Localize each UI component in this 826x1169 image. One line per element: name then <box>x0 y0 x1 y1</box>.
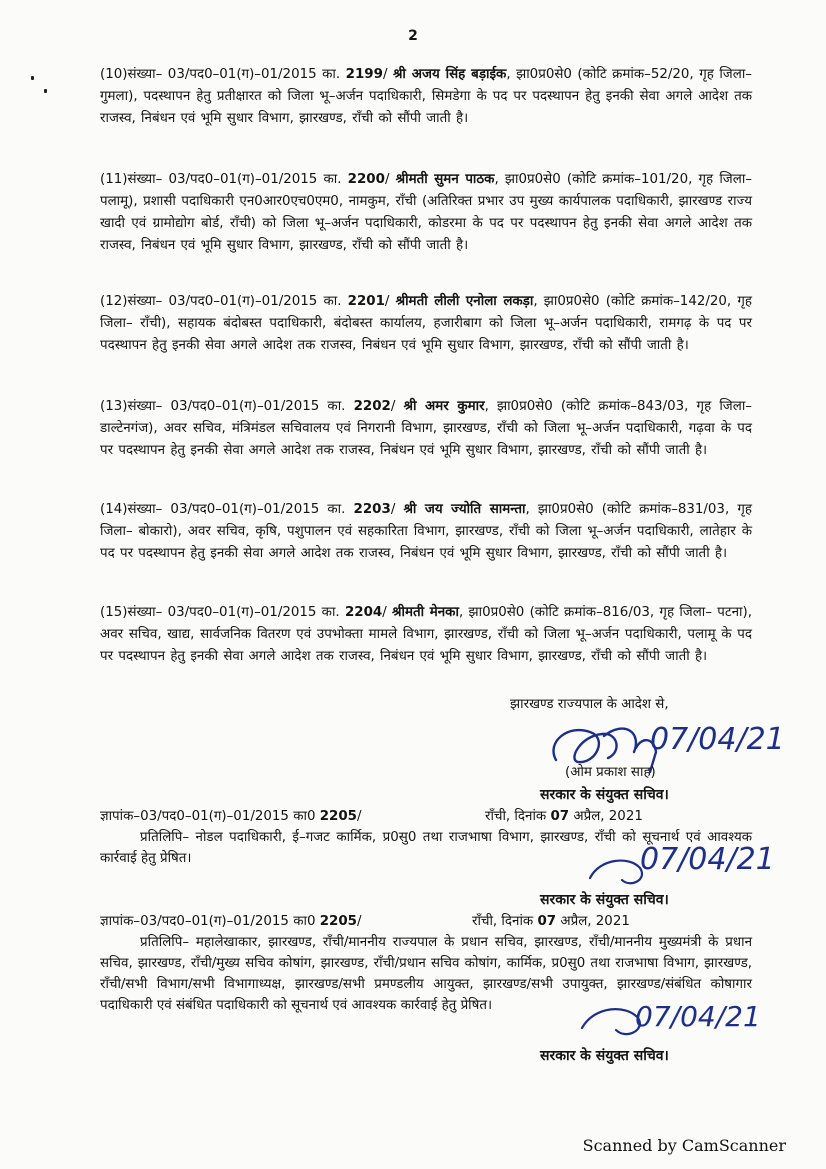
signatory-designation: सरकार के संयुक्त सचिव। <box>540 1048 669 1064</box>
order-paragraph-13 <box>100 396 752 462</box>
signature-date: 07/04/21 <box>635 1000 761 1033</box>
order-number: 2201 <box>347 294 385 309</box>
separator: / <box>390 502 404 517</box>
signature-date: 07/04/21 <box>650 722 785 757</box>
separator: / <box>390 399 404 414</box>
officer-name: श्रीमती मेनका <box>392 605 459 620</box>
order-paragraph-12 <box>100 291 752 357</box>
separator: / <box>382 605 393 620</box>
separator: / <box>384 172 396 187</box>
page-number: 2 <box>408 28 418 44</box>
order-text: , झा0प्र0से0 (कोटि क्रमांक–52/20, गृह जिला– गुमला), पदस्थापन हेतु प्रतीक्षारत को जिला भू–अर्जन पदाधिकारी, सिमडेगा के पद पर पदस्थापन हेतु इनकी सेवा अगले आदेश तक राजस्व, निबंधन एवं भूमि सुधार विभाग, झारखण्ड, राँची को सौंपी जाती है। <box>100 67 752 126</box>
officer-name: श्री अमर कुमार <box>403 399 485 414</box>
memo-body: प्रतिलिपि– महालेखाकार, झारखण्ड, राँची/माननीय राज्यपाल के प्रधान सचिव, झारखण्ड, राँची/माननीय मुख्यमंत्री के प्रधान सचिव, झारखण्ड, राँची/मुख्य सचिव कोषांग, झारखण्ड, राँची/प्रधान सचिव कोषांग, कार्मिक, प्र0सु0 तथा राजभाषा विभाग, झारखण्ड, राँची/सभी विभाग/सभी विभागाध्यक्ष, झारखण्ड/सभी प्रमण्डलीय आयुक्त, झारखण्ड/सभी उपायुक्त, झारखण्ड/संबंधित कोषागार पदाधिकारी एवं संबंधित पदाधिकारी को सूचनार्थ एवं आवश्यक कार्रवाई हेतु प्रेषित। <box>100 935 752 1013</box>
signatory-designation: सरकार के संयुक्त सचिव। <box>540 787 669 803</box>
order-paragraph-14 <box>100 499 752 565</box>
order-reference: (15)संख्या– 03/पद0–01(ग)–01/2015 का. <box>100 605 345 620</box>
scanner-watermark: Scanned by CamScanner <box>582 1136 786 1155</box>
memo-header <box>100 806 752 827</box>
order-text: , झा0प्र0से0 (कोटि क्रमांक–843/03, गृह जिला– डाल्टेनगंज), अवर सचिव, मंत्रिमंडल सचिवालय एवं निगरानी विभाग, झारखण्ड, राँची को जिला भू–अर्जन पदाधिकारी, गढ़वा के पद पर पदस्थापन हेतु इनकी सेवा अगले आदेश तक राजस्व, निबंधन एवं भूमि सुधार विभाग, झारखण्ड, राँची को सौंपी जाती है। <box>100 399 752 458</box>
officer-name: श्रीमती सुमन पाठक <box>395 172 495 187</box>
order-text: , झा0प्र0से0 (कोटि क्रमांक–101/20, गृह जिला– पलामू), प्रशासी पदाधिकारी एन0आर0एच0एम0, नामकुम, राँची (अतिरिक्त प्रभार उप मुख्य कार्यपालक पदाधिकारी, झारखण्ड राज्य खादी एवं ग्रामोद्योग बोर्ड, राँची) को जिला भू–अर्जन पदाधिकारी, कोडरमा के पद पर पदस्थापन हेतु इनकी सेवा अगले आदेश तक राजस्व, निबंधन एवं भूमि सुधार विभाग, झारखण्ड, राँची को सौंपी जाती है। <box>100 172 752 253</box>
order-reference: (12)संख्या– 03/पद0–01(ग)–01/2015 का. <box>100 294 348 309</box>
order-authority: झारखण्ड राज्यपाल के आदेश से, <box>510 697 669 712</box>
order-number: 2204 <box>344 605 383 620</box>
order-reference: (13)संख्या– 03/पद0–01(ग)–01/2015 का. <box>100 399 354 414</box>
order-number: 2203 <box>353 502 391 517</box>
memo-reference: ज्ञापांक–03/पद0–01(ग)–01/2015 का0 2205/ <box>100 914 362 929</box>
signature-date: 07/04/21 <box>640 842 775 877</box>
order-reference: (11)संख्या– 03/पद0–01(ग)–01/2015 का. <box>100 172 348 187</box>
officer-name: श्रीमती लीली एनोला लकड़ा <box>395 294 534 309</box>
separator: / <box>384 294 396 309</box>
officer-name: श्री अजय सिंह बड़ाईक <box>392 67 507 82</box>
order-reference: (14)संख्या– 03/पद0–01(ग)–01/2015 का. <box>100 502 354 517</box>
memo-date: राँची, दिनांक 07 अप्रैल, 2021 <box>472 914 630 929</box>
order-paragraph-11 <box>100 169 752 257</box>
order-text: , झा0प्र0से0 (कोटि क्रमांक–816/03, गृह जिला– पटना), अवर सचिव, खाद्य, सार्वजनिक वितरण एवं उपभोक्ता मामले विभाग, झारखण्ड, राँची को जिला भू–अर्जन पदाधिकारी, पलामू के पद पर पदस्थापन हेतु इनकी सेवा अगले आदेश तक राजस्व, निबंधन एवं भूमि सुधार विभाग, झारखण्ड, राँची को सौंपी जाती है। <box>100 605 752 664</box>
officer-name: श्री जय ज्योति सामन्ता <box>403 502 526 517</box>
order-paragraph-10 <box>100 64 752 130</box>
scan-speck <box>31 76 34 80</box>
signatory-designation: सरकार के संयुक्त सचिव। <box>540 892 669 908</box>
separator: / <box>382 67 393 82</box>
memo-header <box>100 911 752 932</box>
order-number: 2202 <box>353 399 391 414</box>
scan-speck <box>44 89 47 93</box>
memo-date: राँची, दिनांक 07 अप्रैल, 2021 <box>485 809 643 824</box>
signatory-name: (ओम प्रकाश साह) <box>565 765 656 780</box>
order-text: , झा0प्र0से0 (कोटि क्रमांक–831/03, गृह जिला– बोकारो), अवर सचिव, कृषि, पशुपालन एवं सहकारिता विभाग, झारखण्ड, राँची को जिला भू–अर्जन पदाधिकारी, लातेहार के पद पर पदस्थापन हेतु इनकी सेवा अगले आदेश तक राजस्व, निबंधन एवं भूमि सुधार विभाग, झारखण्ड, राँची को सौंपी जाती है। <box>100 502 752 561</box>
order-number: 2199 <box>345 67 383 82</box>
order-paragraph-15 <box>100 602 752 668</box>
order-reference: (10)संख्या– 03/पद0–01(ग)–01/2015 का. <box>100 67 346 82</box>
order-number: 2200 <box>347 172 385 187</box>
memo-reference: ज्ञापांक–03/पद0–01(ग)–01/2015 का0 2205/ <box>100 809 362 824</box>
order-text: , झा0प्र0से0 (कोटि क्रमांक–142/20, गृह जिला– राँची), सहायक बंदोबस्त पदाधिकारी, बंदोबस्त कार्यालय, हजारीबाग को जिला भू–अर्जन पदाधिकारी, रामगढ़ के पद पर पदस्थापन हेतु इनकी सेवा अगले आदेश तक राजस्व, निबंधन एवं भूमि सुधार विभाग, झारखण्ड, राँची को सौंपी जाती है। <box>100 294 752 353</box>
memo-body: प्रतिलिपि– नोडल पदाधिकारी, ई–गजट कार्मिक, प्र0सु0 तथा राजभाषा विभाग, झारखण्ड, राँची को सूचनार्थ एवं आवश्यक कार्रवाई हेतु प्रेषित। <box>100 830 752 866</box>
